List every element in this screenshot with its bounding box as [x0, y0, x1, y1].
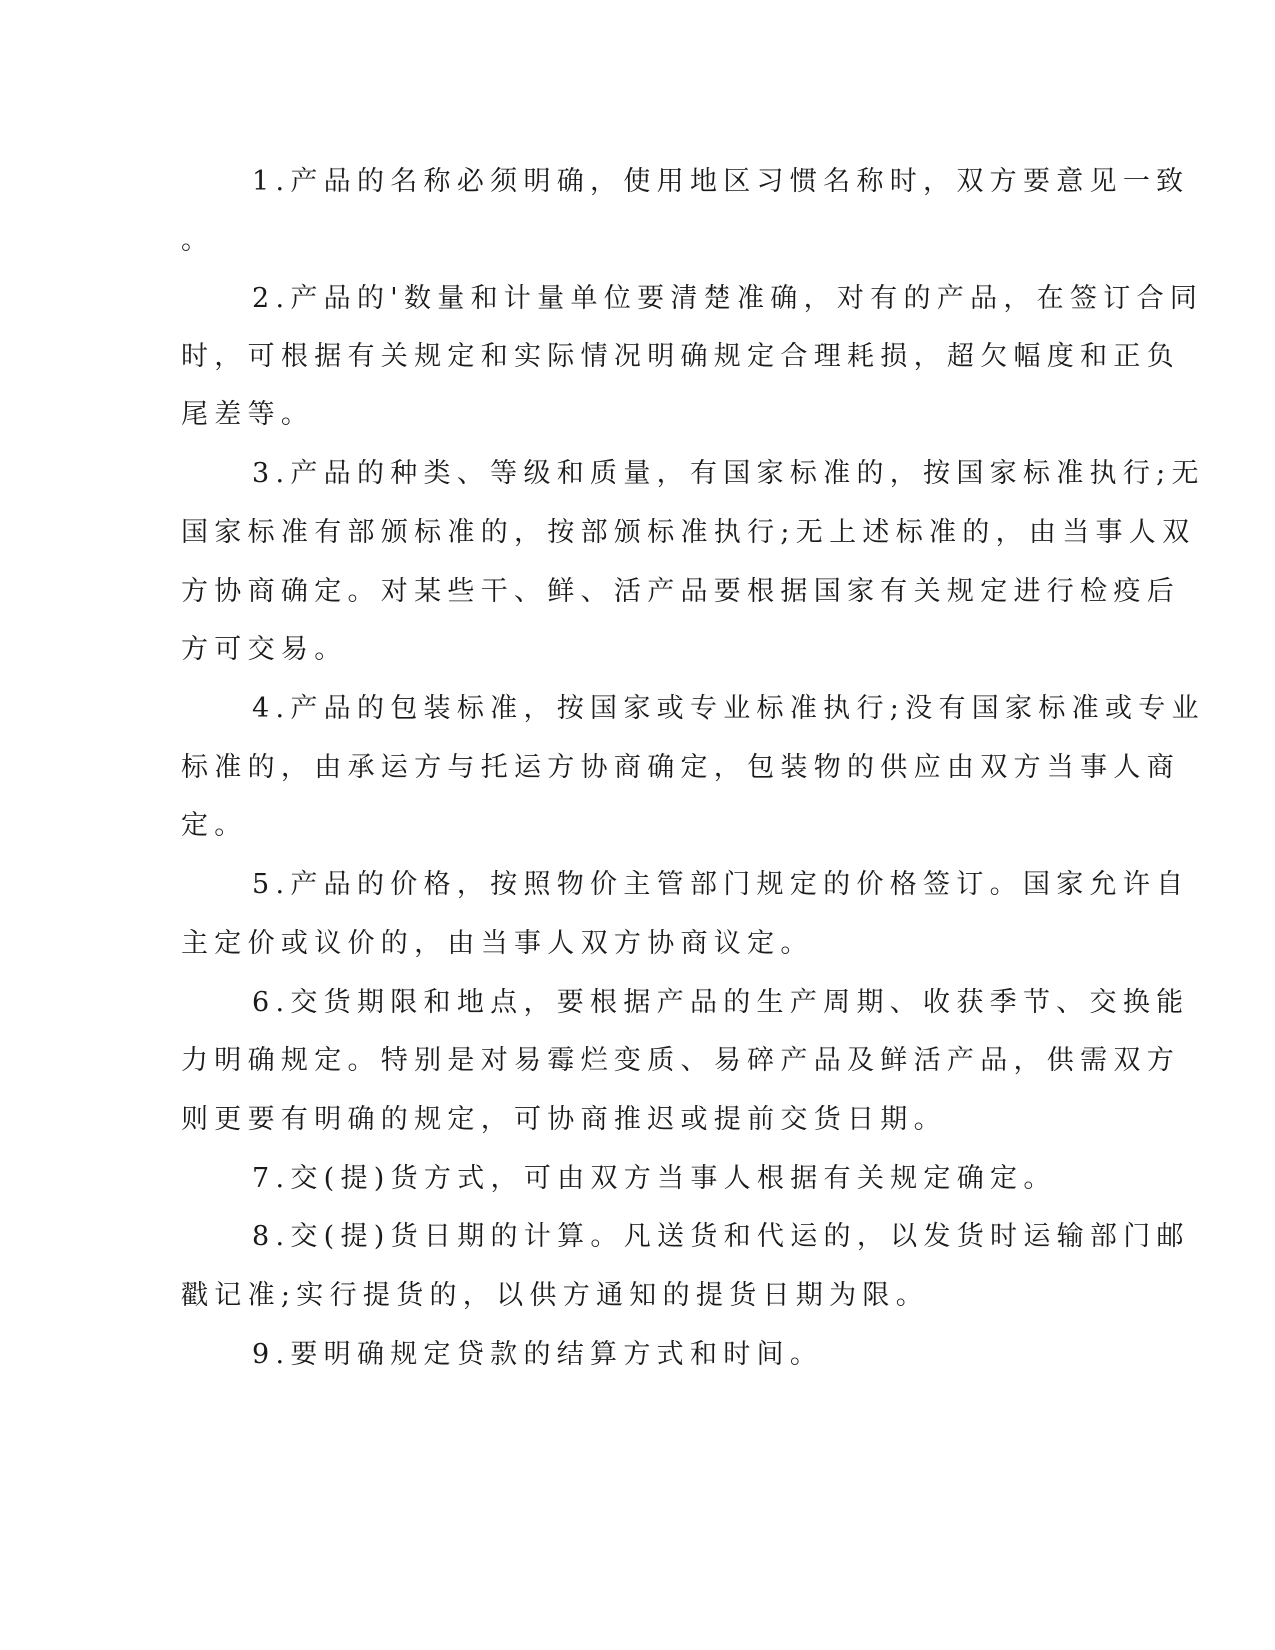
paragraph-7-line-1: 7.交(提)货方式，可由双方当事人根据有关规定确定。 [252, 1163, 1057, 1194]
paragraph-6-line-1: 6.交货期限和地点，要根据产品的生产周期、收获季节、交换能 [252, 987, 1190, 1018]
paragraph-1-line-1: 1.产品的名称必须明确，使用地区习惯名称时，双方要意见一致 [252, 166, 1190, 197]
paragraph-9-line-1: 9.要明确规定贷款的结算方式和时间。 [252, 1339, 824, 1370]
paragraph-3-line-4: 方可交易。 [181, 634, 348, 665]
paragraph-2-line-3: 尾差等。 [181, 399, 315, 430]
paragraph-4-line-1: 4.产品的包装标准，按国家或专业标准执行;没有国家标准或专业 [252, 693, 1205, 724]
paragraph-2-line-2: 时，可根据有关规定和实际情况明确规定合理耗损，超欠幅度和正负 [181, 341, 1180, 372]
paragraph-4-line-2: 标准的，由承运方与托运方协商确定，包装物的供应由双方当事人商 [181, 752, 1180, 783]
paragraph-6-line-2: 力明确规定。特别是对易霉烂变质、易碎产品及鲜活产品，供需双方 [181, 1045, 1180, 1076]
paragraph-5-line-2: 主定价或议价的，由当事人双方协商议定。 [181, 928, 814, 959]
paragraph-3-line-2: 国家标准有部颁标准的，按部颁标准执行;无上述标准的，由当事人双 [181, 517, 1196, 548]
paragraph-5-line-1: 5.产品的价格，按照物价主管部门规定的价格签订。国家允许自 [252, 869, 1190, 900]
paragraph-2-line-1: 2.产品的'数量和计量单位要清楚准确，对有的产品，在签订合同 [252, 283, 1204, 314]
paragraph-3-line-3: 方协商确定。对某些干、鲜、活产品要根据国家有关规定进行检疫后 [181, 576, 1180, 607]
paragraph-6-line-3: 则更要有明确的规定，可协商推迟或提前交货日期。 [181, 1104, 947, 1135]
paragraph-8-line-2: 戳记准;实行提货的，以供方通知的提货日期为限。 [181, 1280, 929, 1311]
paragraph-3-line-1: 3.产品的种类、等级和质量，有国家标准的，按国家标准执行;无 [252, 458, 1205, 489]
paragraph-8-line-1: 8.交(提)货日期的计算。凡送货和代运的，以发货时运输部门邮 [252, 1221, 1190, 1252]
paragraph-4-line-3: 定。 [181, 810, 248, 841]
paragraph-1-line-2: 。 [181, 225, 215, 256]
